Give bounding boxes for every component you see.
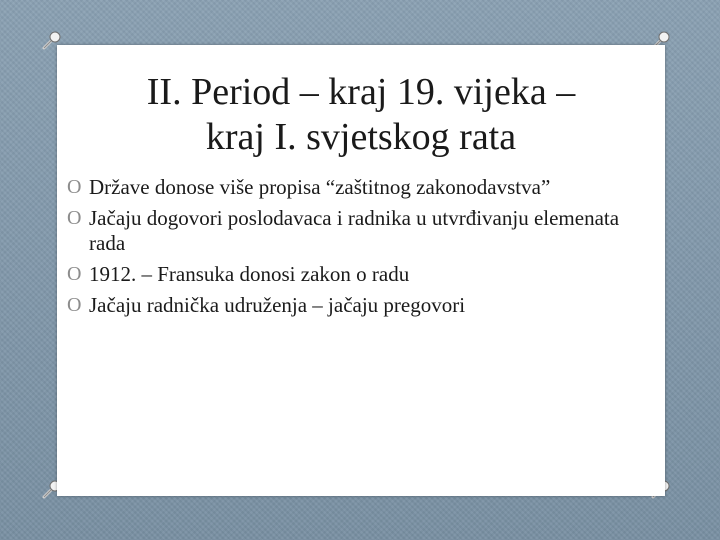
bullet-text: 1912. – Fransuka donosi zakon o radu bbox=[89, 262, 410, 286]
bullet-item bbox=[67, 293, 627, 318]
bullet-marker-icon: O bbox=[67, 263, 82, 285]
slide-title bbox=[57, 70, 665, 160]
bullet-item bbox=[67, 206, 627, 256]
bullet-marker-icon: O bbox=[67, 176, 82, 198]
slide-title-line-2: kraj I. svjetskog rata bbox=[205, 116, 517, 158]
bullet-list bbox=[67, 175, 627, 324]
slide-title-line-1: II. Period – kraj 19. vijeka – bbox=[146, 71, 576, 113]
slide-paper bbox=[57, 45, 665, 496]
bullet-item bbox=[67, 175, 627, 200]
bullet-item bbox=[67, 262, 627, 287]
bullet-text: Države donose više propisa “zaštitnog zakonodavstva” bbox=[89, 175, 551, 199]
bullet-marker-icon: O bbox=[67, 294, 82, 316]
bullet-text: Jačaju radnička udruženja – jačaju pregovori bbox=[89, 293, 466, 317]
bullet-marker-icon: O bbox=[67, 207, 82, 229]
bullet-text: Jačaju dogovori poslodavaca i radnika u utvrđivanju elemenata rada bbox=[89, 206, 620, 255]
